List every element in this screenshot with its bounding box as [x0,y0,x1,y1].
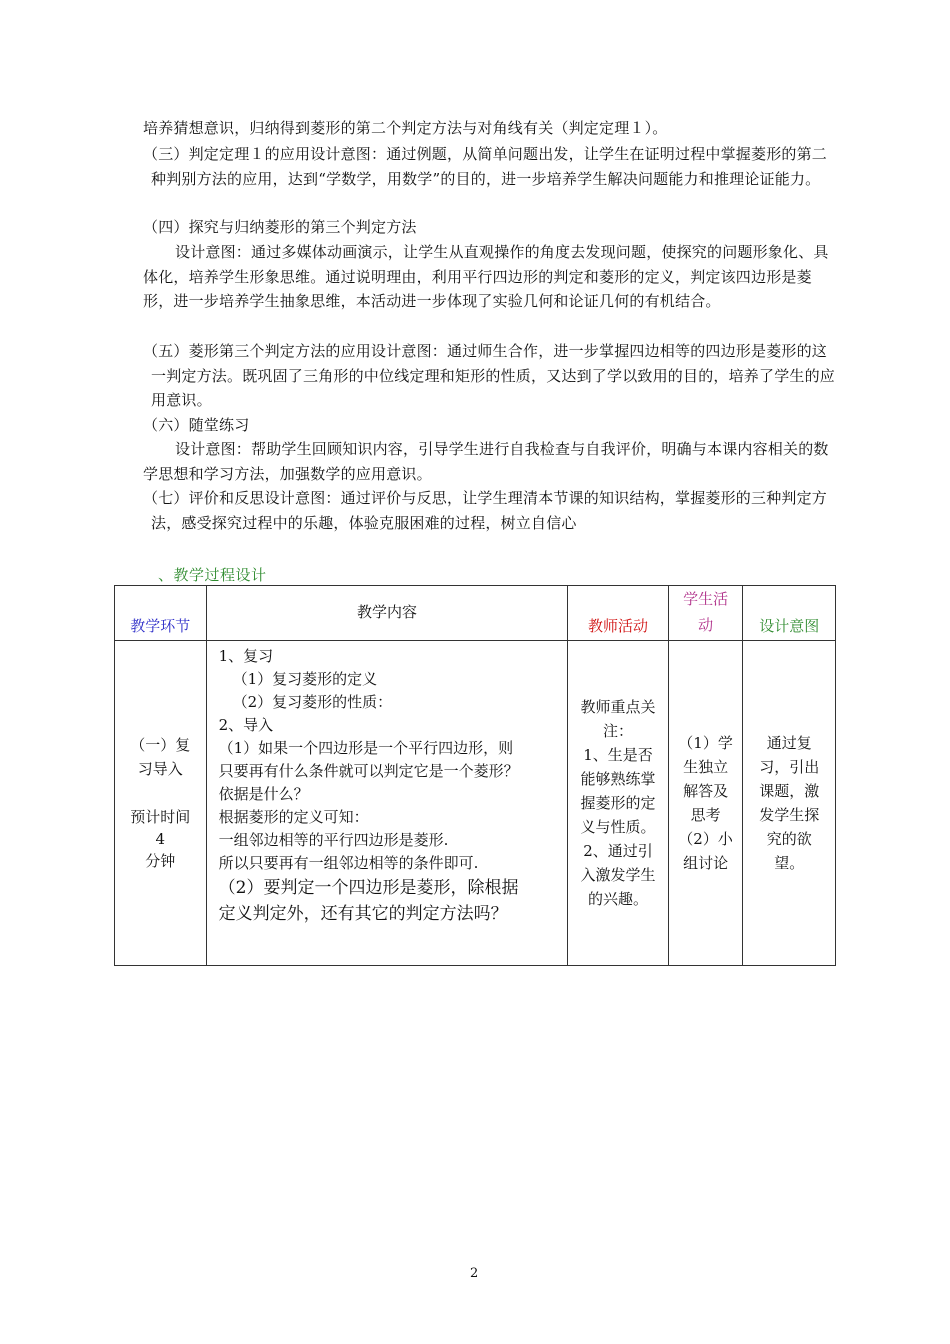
stage-line: 预计时间 [130,808,191,826]
teacher-line: 1、生是否 [583,746,653,764]
lesson-table [114,585,836,966]
content-line: （1）复习菱形的定义 [232,670,378,688]
content-line: 根据菱形的定义可知： [218,808,369,826]
page-number: 2 [470,1266,479,1281]
header-student-line1: 学生活 [683,590,729,608]
header-student [668,586,743,641]
cell-student [668,641,743,966]
teacher-line: 2、通过引 [583,842,653,860]
cell-teacher [568,641,668,966]
teacher-line: 的兴趣。 [587,890,648,908]
student-line: （2）小 [678,830,733,848]
intent-line: 习，引出 [759,758,820,776]
paragraph-hypothesis: 培养猜想意识，归纳得到菱形的第二个判定方法与对角线有关（判定定理１）。 [143,119,668,137]
student-line: 思考 [690,806,721,824]
content-line: 只要再有什么条件就可以判定它是一个菱形？ [218,762,519,780]
stage-line: 4 [155,830,166,848]
header-intent: 设计意图 [743,586,836,641]
header-content: 教学内容 [206,586,568,641]
intent-line: 望。 [774,854,805,872]
content-line: 依据是什么？ [218,785,309,803]
content-line: （2）要判定一个四边形是菱形，除根据 [218,878,519,898]
header-stage: 教学环节 [115,586,207,641]
table-header-row [115,586,836,641]
table-row [115,641,836,966]
intent-line: 课题，激 [759,782,820,800]
stage-line: （一）复 [130,736,191,754]
student-line: 组讨论 [683,854,729,872]
paragraph-explore-third-method: （四）探究与归纳菱形的第三个判定方法 [143,218,417,236]
student-line: （1）学 [678,734,733,752]
header-teacher: 教师活动 [568,586,668,641]
paragraph-theorem-application: （三）判定定理１的应用设计意图：通过例题，从简单问题出发，让学生在证明过程中掌握菱形的第二种判别方法的应用，达到“学数学，用数学”的目的，进一步培养学生解决问题能力和推理论证能力。 [143,145,828,188]
content-line: 所以只要再有一组邻边相等的条件即可. [218,854,479,872]
paragraph-practice: （六）随堂练习 [143,416,250,434]
paragraph-third-method-application: （五）菱形第三个判定方法的应用设计意图：通过师生合作，进一步掌握四边相等的四边形是菱形的这一判定方法。既巩固了三角形的中位线定理和矩形的性质，又达到了学以致用的目的，培养了学生的应用意识。 [143,342,836,409]
teacher-line: 握菱形的定 [580,794,656,812]
intent-line: 究的欲 [766,830,812,848]
content-line: 1、复习 [218,647,274,665]
stage-line: 分钟 [145,852,176,870]
cell-content [206,641,568,966]
teacher-line: 能够熟练掌 [580,770,656,788]
student-line: 解答及 [683,782,729,800]
intent-line: 通过复 [766,734,812,752]
section-title: 、教学过程设计 [158,566,267,584]
content-line: 2、导入 [218,716,274,734]
cell-stage [115,641,207,966]
paragraph-design-intent-animation: 设计意图：通过多媒体动画演示，让学生从直观操作的角度去发现问题，使探究的问题形象化、具体化，培养学生形象思维。通过说明理由，利用平行四边形的判定和菱形的定义，判定该四边形是菱形，进一步培养学生抽象思维，本活动进一步体现了实验几何和论证几何的有机结合。 [143,243,829,310]
content-line: （2）复习菱形的性质： [232,693,393,711]
student-line: 生独立 [683,758,729,776]
teacher-line: 注： [602,722,633,740]
content-line: 定义判定外，还有其它的判定方法吗？ [218,904,508,924]
stage-line: 习导入 [137,760,183,778]
teacher-line: 教师重点关 [580,698,656,716]
teacher-line: 入激发学生 [580,866,656,884]
paragraph-evaluation: （七）评价和反思设计意图：通过评价与反思，让学生理清本节课的知识结构，掌握菱形的三种判定方法，感受探究过程中的乐趣，体验克服困难的过程，树立自信心 [143,489,828,532]
header-student-line2: 动 [698,616,714,634]
paragraph-design-intent-practice: 设计意图：帮助学生回顾知识内容，引导学生进行自我检查与自我评价，明确与本课内容相关的数学思想和学习方法，加强数学的应用意识。 [143,440,829,483]
teacher-line: 义与性质。 [580,818,656,836]
intent-line: 发学生探 [759,806,820,824]
content-line: 一组邻边相等的平行四边形是菱形. [218,831,449,849]
stage-spacer [115,781,206,805]
content-line: （1）如果一个四边形是一个平行四边形，则 [218,739,514,757]
cell-intent [743,641,836,966]
